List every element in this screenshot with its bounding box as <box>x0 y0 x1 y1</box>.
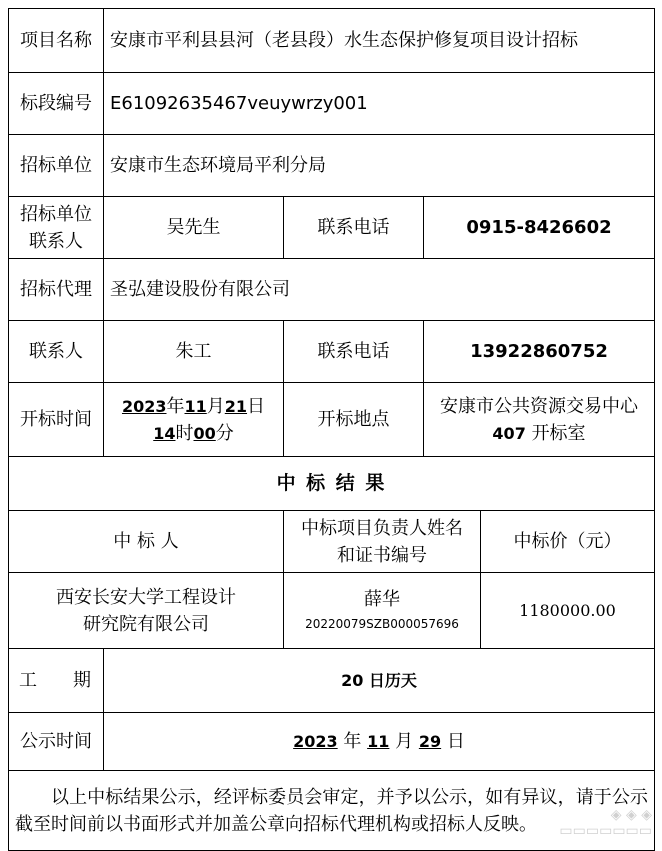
opening-place-value <box>424 383 655 457</box>
agent-phone-value: 13922860752 <box>424 321 655 383</box>
row-result-header <box>9 511 655 573</box>
opening-day-unit: 日 <box>247 395 266 417</box>
section-no-value: E61092635467veuywrzy001 <box>104 73 655 135</box>
row-notice <box>9 771 655 851</box>
row-project-name <box>9 9 655 73</box>
tenderer-contact-label-line1: 招标单位 <box>20 203 92 225</box>
agent-phone-label: 联系电话 <box>284 321 424 383</box>
manager-name: 薛华 <box>364 589 400 610</box>
opening-hour-unit: 时 <box>175 422 194 444</box>
opening-month: 11 <box>184 396 207 416</box>
row-agent <box>9 259 655 321</box>
row-opening <box>9 383 655 457</box>
watermark-logo: ◈ ◈ ◈ ▭▭▭▭▭▭▭ <box>559 807 652 839</box>
tenderer-phone-label: 联系电话 <box>284 197 424 259</box>
project-name-value: 安康市平利县县河（老县段）水生态保护修复项目设计招标 <box>104 9 655 73</box>
manager-header-line1: 中标项目负责人姓名 <box>301 517 463 539</box>
publicity-day: 29 <box>418 732 442 751</box>
publicity-time-value <box>104 713 655 771</box>
agent-contact-label: 联系人 <box>9 321 104 383</box>
row-publicity <box>9 713 655 771</box>
opening-minute: 00 <box>193 423 216 443</box>
publicity-month-unit: 月 <box>395 731 414 752</box>
row-result-values <box>9 573 655 649</box>
row-duration <box>9 649 655 713</box>
row-result-heading <box>9 457 655 511</box>
row-agent-contact <box>9 321 655 383</box>
winner-column-header: 中 标 人 <box>9 511 284 573</box>
form-table <box>8 8 655 851</box>
opening-place-room-number: 407 <box>492 423 526 443</box>
agent-contact-name: 朱工 <box>104 321 284 383</box>
tenderer-phone-value: 0915-8426602 <box>424 197 655 259</box>
publicity-year: 2023 <box>293 732 338 751</box>
tenderer-contact-label-line2: 联系人 <box>29 230 83 252</box>
opening-time-label: 开标时间 <box>9 383 104 457</box>
publicity-day-unit: 日 <box>446 731 465 752</box>
section-no-label: 标段编号 <box>9 73 104 135</box>
opening-minute-unit: 分 <box>215 422 234 444</box>
manager-cert-number: 20220079SZB000057696 <box>305 617 459 631</box>
row-tenderer-contact <box>9 197 655 259</box>
agent-value: 圣弘建设股份有限公司 <box>104 259 655 321</box>
winner-name <box>9 573 284 649</box>
manager-header-line2: 和证书编号 <box>337 544 427 566</box>
opening-place-line1: 安康市公共资源交易中心 <box>440 395 638 417</box>
duration-value: 20 日历天 <box>104 649 655 713</box>
winning-price: 1180000.00 <box>481 573 655 649</box>
project-name-label: 项目名称 <box>9 9 104 73</box>
manager-column-header <box>284 511 481 573</box>
price-column-header: 中标价（元） <box>481 511 655 573</box>
opening-month-unit: 月 <box>206 395 225 417</box>
row-section-no <box>9 73 655 135</box>
tenderer-contact-label <box>9 197 104 259</box>
winner-name-line2: 研究院有限公司 <box>83 613 209 635</box>
publicity-month: 11 <box>367 732 390 751</box>
notice-text: 以上中标结果公示，经评标委员会审定，并予以公示，如有异议，请于公示截至时间前以书面形式并加盖公章向招标代理机构或招标人反映。 <box>9 771 655 851</box>
opening-place-label: 开标地点 <box>284 383 424 457</box>
tenderer-contact-name: 吴先生 <box>104 197 284 259</box>
tenderer-value: 安康市生态环境局平利分局 <box>104 135 655 197</box>
opening-day: 21 <box>224 396 248 416</box>
opening-place-room-text: 开标室 <box>531 422 586 444</box>
opening-year: 2023 <box>121 396 167 416</box>
manager-info <box>284 573 481 649</box>
duration-label: 工 期 <box>9 649 104 713</box>
opening-time-value <box>104 383 284 457</box>
agent-label: 招标代理 <box>9 259 104 321</box>
tenderer-label: 招标单位 <box>9 135 104 197</box>
winner-name-line1: 西安长安大学工程设计 <box>56 586 236 608</box>
publicity-year-unit: 年 <box>343 731 362 752</box>
publicity-time-label: 公示时间 <box>9 713 104 771</box>
opening-hour: 14 <box>153 423 176 443</box>
result-heading: 中 标 结 果 <box>9 457 655 511</box>
opening-year-unit: 年 <box>166 395 185 417</box>
row-tenderer <box>9 135 655 197</box>
bid-result-form <box>8 8 654 851</box>
